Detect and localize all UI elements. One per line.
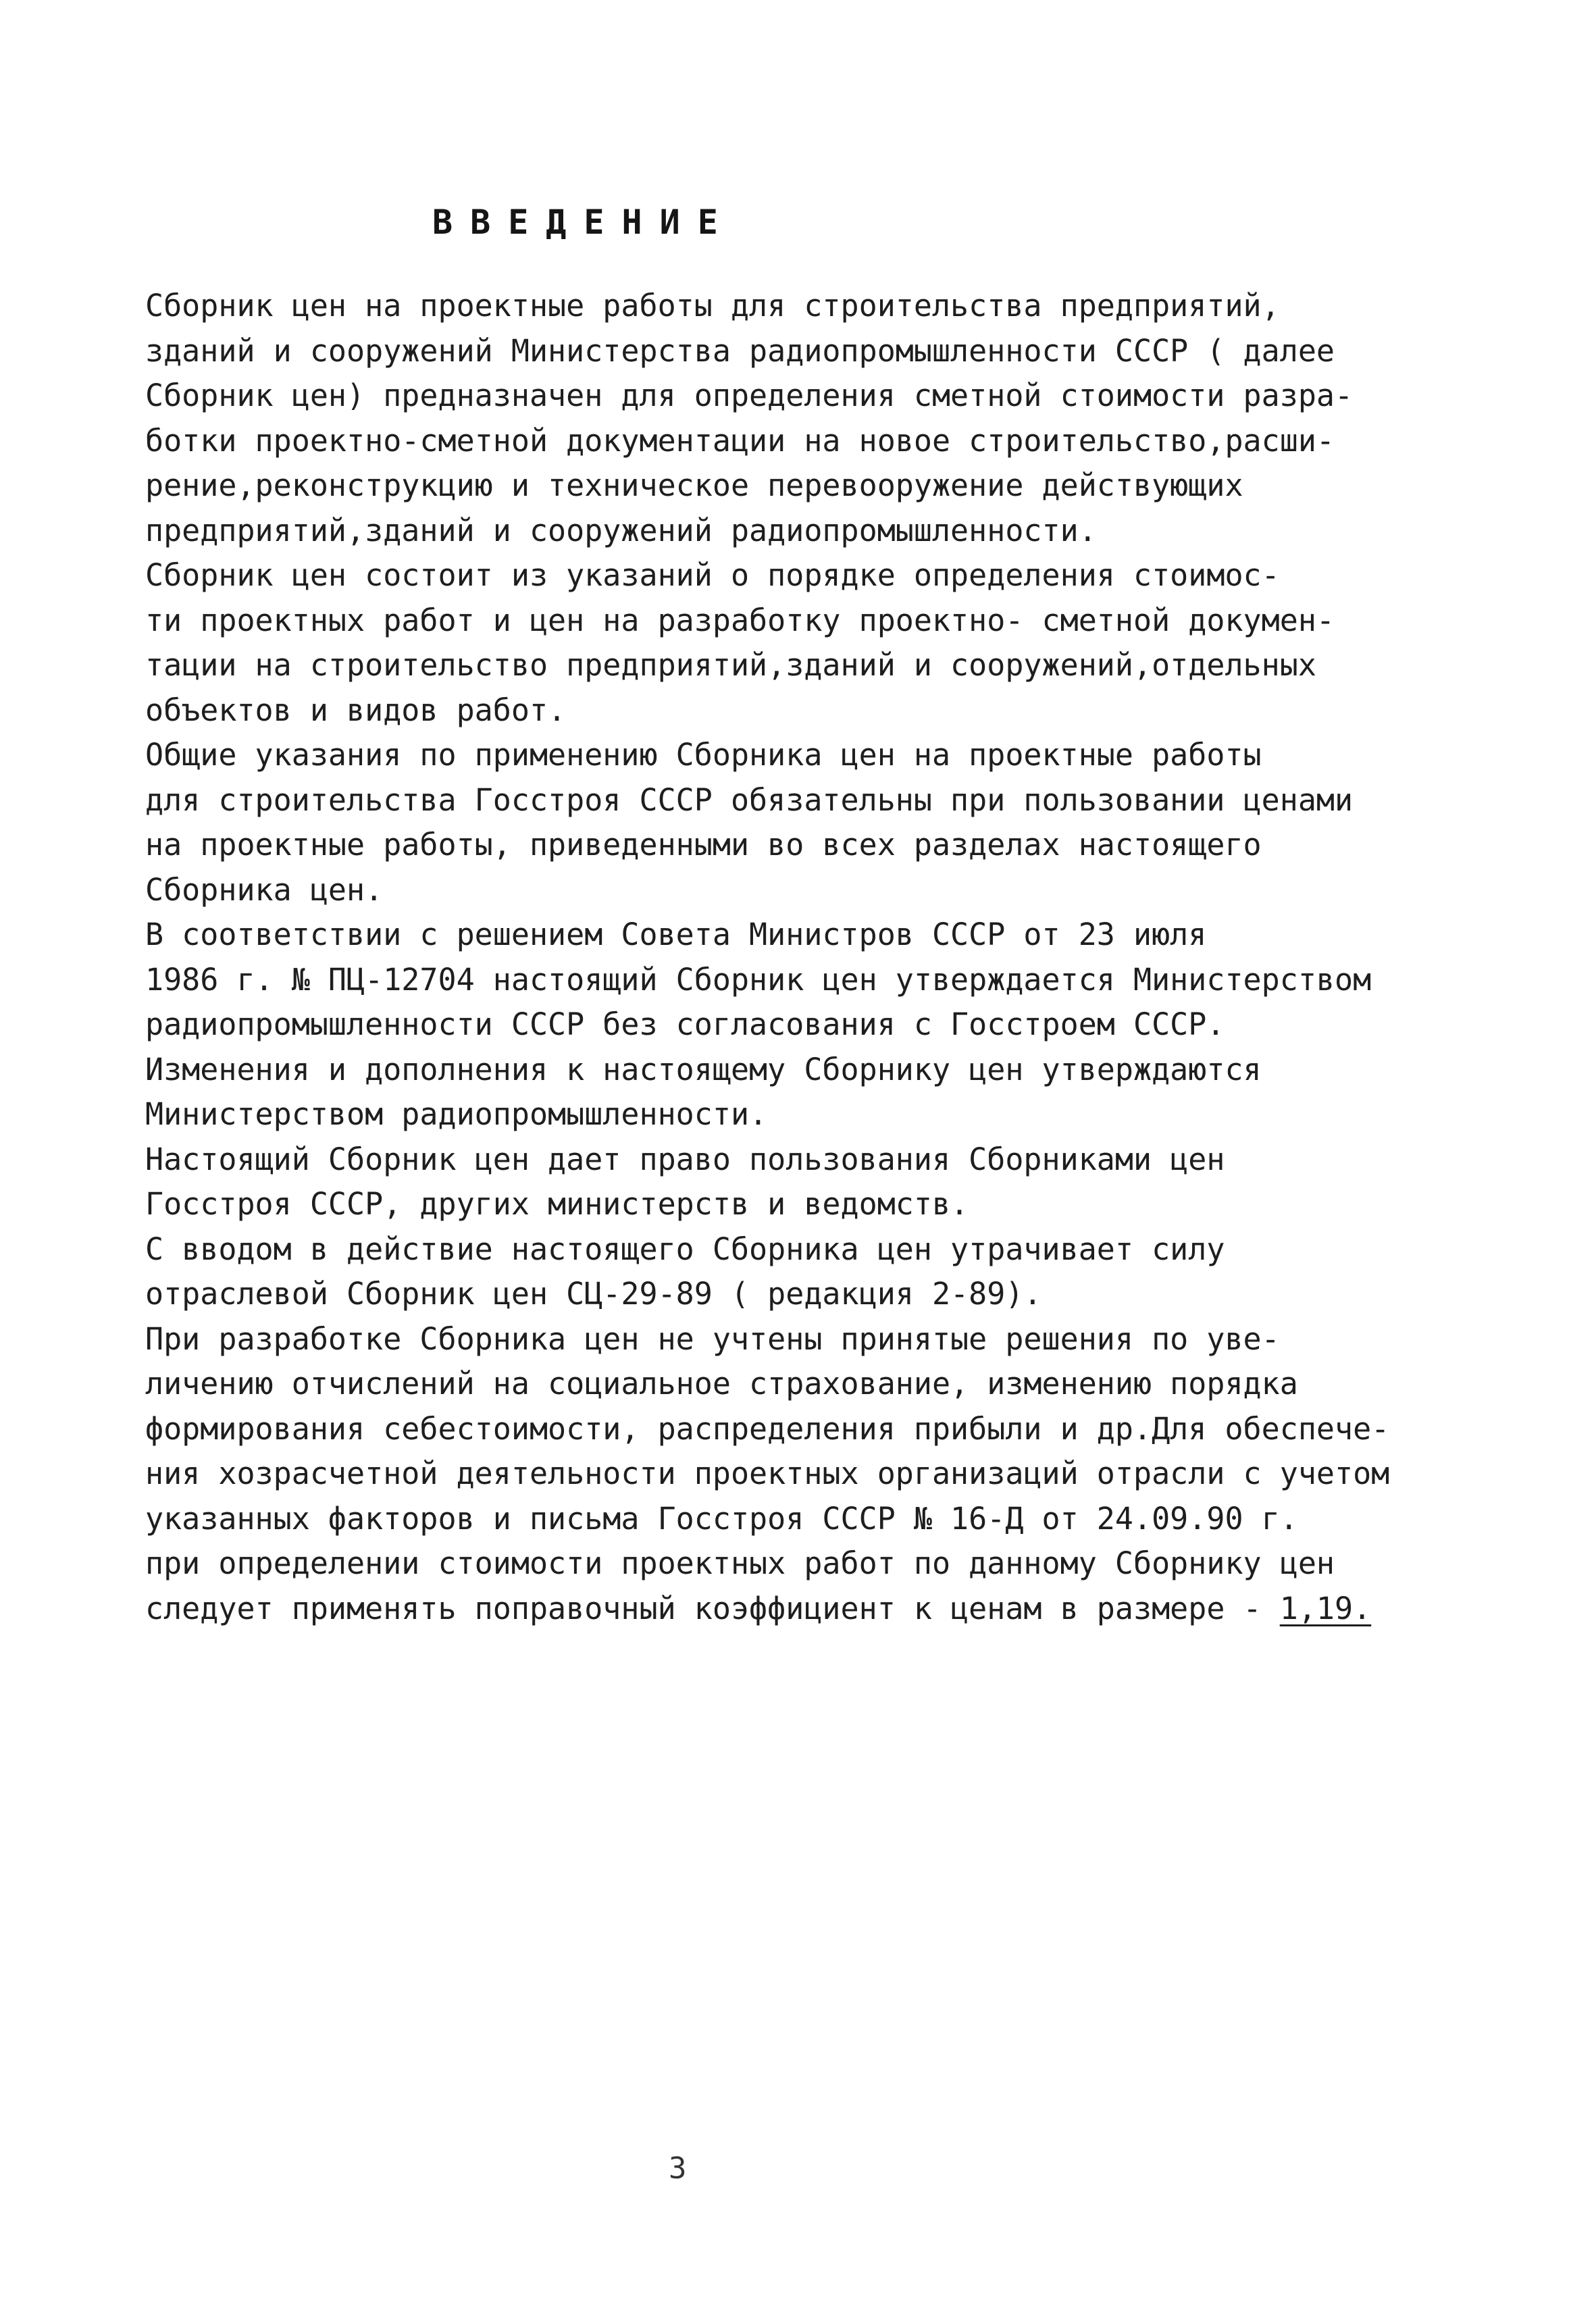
page-number: 3 xyxy=(669,2151,687,2186)
document-title: ВВЕДЕНИЕ xyxy=(432,203,736,242)
text-line: предприятий,зданий и сооружений радиопромышленности. xyxy=(145,512,1097,548)
text-line: Настоящий Сборник цен дает право пользования Сборниками цен xyxy=(145,1141,1225,1177)
text-line: В соответствии с решением Совета Министров СССР от 23 июля xyxy=(145,917,1207,952)
text-line: объектов и видов работ. xyxy=(145,692,567,728)
text-line: тации на строительство предприятий,зданий и сооружений,отдельных xyxy=(145,647,1316,683)
text-line: рение,реконструкцию и техническое перевооружение действующих xyxy=(145,467,1243,503)
last-line-prefix: следует применять поправочный коэффициент к ценам в размере - xyxy=(145,1590,1280,1626)
text-line: Изменения и дополнения к настоящему Сборнику цен утверждаются xyxy=(145,1051,1262,1087)
text-line: ботки проектно-сметной документации на новое строительство,расши- xyxy=(145,422,1335,459)
text-line: При разработке Сборника цен не учтены принятые решения по уве- xyxy=(145,1320,1280,1357)
text-line: ти проектных работ и цен на разработку проектно- сметной докумен- xyxy=(145,602,1335,638)
text-line: Сборник цен состоит из указаний о порядке определения стоимос- xyxy=(145,557,1280,593)
text-line: Министерством радиопромышленности. xyxy=(145,1096,768,1132)
text-line: зданий и сооружений Министерства радиопромышленности СССР ( далее xyxy=(145,332,1335,369)
text-line: Госстроя СССР, других министерств и ведомств. xyxy=(145,1186,969,1222)
text-line-last xyxy=(145,1587,1469,1632)
text-line: ния хозрасчетной деятельности проектных организаций отрасли с учетом xyxy=(145,1456,1390,1491)
text-line: Сборника цен. xyxy=(145,871,384,908)
coefficient-value: 1,19. xyxy=(1279,1590,1372,1626)
text-line: на проектные работы, приведенными во всех разделах настоящего xyxy=(145,827,1262,863)
text-line: отраслевой Сборник цен СЦ-29-89 ( редакция 2-89). xyxy=(145,1276,1042,1312)
text-line: Сборник цен на проектные работы для строительства предприятий, xyxy=(145,288,1280,324)
text-line: Общие указания по применению Сборника цен на проектные работы xyxy=(145,737,1262,773)
text-line: С вводом в действие настоящего Сборника цен утрачивает силу xyxy=(145,1231,1225,1267)
text-line: указанных факторов и письма Госстроя СССР № 16-Д от 24.09.90 г. xyxy=(145,1500,1298,1537)
text-line: формирования себестоимости, распределения прибыли и др.Для обеспече- xyxy=(145,1410,1390,1447)
text-line: 1986 г. № ПЦ-12704 настоящий Сборник цен утверждается Министерством xyxy=(145,961,1372,998)
text-line: для строительства Госстроя СССР обязательны при пользовании ценами xyxy=(145,781,1354,818)
body-text xyxy=(145,284,1469,1631)
text-line: радиопромышленности СССР без согласования с Госстроем СССР. xyxy=(145,1006,1225,1042)
text-line: Сборник цен) предназначен для определения сметной стоимости разра- xyxy=(145,378,1354,413)
text-line: при определении стоимости проектных работ по данному Сборнику цен xyxy=(145,1545,1335,1581)
text-line: личению отчислений на социальное страхование, изменению порядка xyxy=(145,1366,1298,1402)
